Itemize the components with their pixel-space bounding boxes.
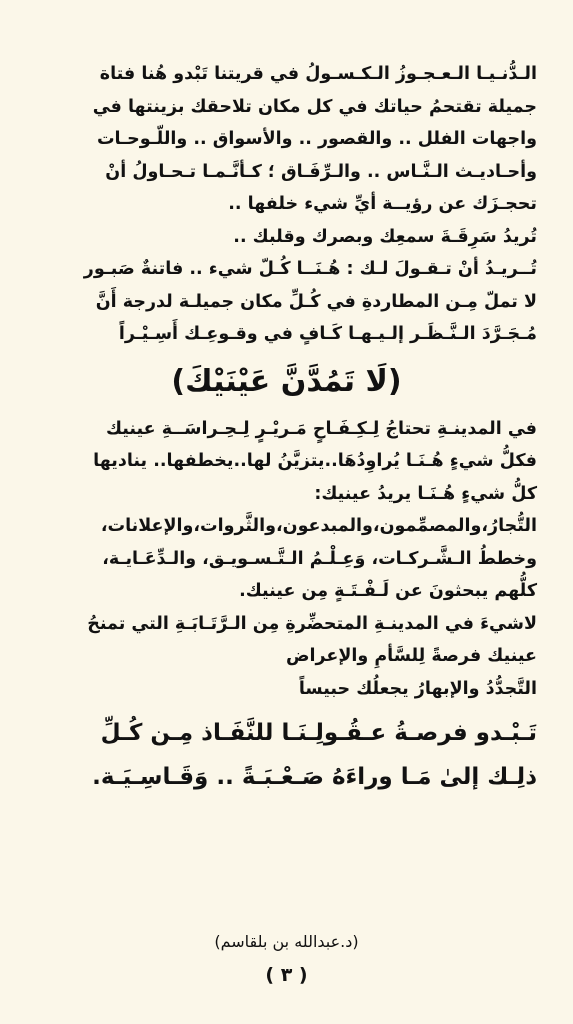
text-line: ذلِـك إلىٰ مَـا وراءَهُ صَـعْـبَـةً .. وَقَـاسِـيَـة.	[92, 764, 537, 790]
text-line: لاشيءَ في المدينـةِ المتحضِّرةِ مِن الـرَّتَـابَـةِ التي تمنحُ	[87, 613, 537, 634]
text-line: الـدُّنـيـا الـعـجـوزُ الـكـسـولُ في قريتنا تَبْدو هُنا فتاة	[99, 64, 537, 84]
headline-quote: (لَا تَمُدَّنَّ عَيْنَيْكَ)	[171, 363, 402, 399]
author-name: (د.عبدالله بن بلقاسم)	[214, 932, 359, 951]
text-line: تُريدُ سَرِقَـةَ سمعِك وبصرك وقلبك ..	[233, 226, 537, 247]
text-line: جميلة تقتحمُ حياتك في كل مكان تلاحقك بزينتها في	[92, 96, 537, 117]
text-line: تُــريـدُ أنْ تـقـولَ لـك : هُـنَــا كُـلّ شيء .. فاتنةٌ صَبـور	[83, 259, 537, 279]
text-line: كلُّهم يبحثونَ عن لَـفْـتَـةٍ مِن عينيك.	[239, 581, 537, 601]
text-line: التُّجارُ،والمصمِّمون،والمبدعون،والثَّروات،والإعلانات،	[100, 516, 537, 536]
closing-statement	[36, 711, 537, 799]
text-line: عينيك فرصةً لِلسَّأمِ والإعراض	[285, 646, 537, 666]
text-line: تحجـزَك عن رؤيــة أيِّ شيء خلفها ..	[228, 194, 537, 214]
text-line: التَّجدُّدُ والإبهارُ يجعلُك حبيساً	[298, 678, 537, 699]
text-line: واجهات الفلل .. والقصور .. والأسواق .. واللّـوحـات	[96, 129, 537, 149]
text-line: وخططُ الـشَّـركـات، وَعِـلْـمُ الـتَّـسـويـق، والـدِّعَـايـة،	[102, 548, 537, 569]
text-line: لا تملّ مِـن المطاردةِ في كُـلِّ مكان جميلـة لدرجة أَنَّ	[95, 291, 537, 312]
text-line: مُـجَـرَّدَ الـنَّـظَـر إلـيـهـا كَـافٍ في وقـوعِـك أَسِـيْـراً	[118, 324, 537, 344]
text-line: تَـبْـدو فرصـةُ عـقُـولِـنَـا للنَّفَـاذ مِـن كُـلِّ	[100, 720, 537, 746]
text-line: في المدينـةِ تحتاجُ لِـكِـفَـاحٍ مَـريْـرٍ لِـحِـراسَــةِ عينيك	[105, 418, 537, 439]
text-line: وأحـاديـث الـنَّـاس .. والـرِّفَـاق ؛ كـأنَّـمـا تـحـاولُ أنْ	[105, 161, 537, 182]
text-line: كلُّ شيءٍ هُـنَـا يريدُ عينيك:	[314, 483, 537, 504]
paragraph-intro	[36, 58, 537, 351]
paragraph-city	[36, 413, 537, 706]
text-line: فكلُّ شيءٍ هُـنَـا يُراوِدُهَا..يتزيَّنُ لها..يخطفها.. يناديها	[93, 451, 537, 471]
page-number: ( ٣ )	[265, 964, 308, 986]
